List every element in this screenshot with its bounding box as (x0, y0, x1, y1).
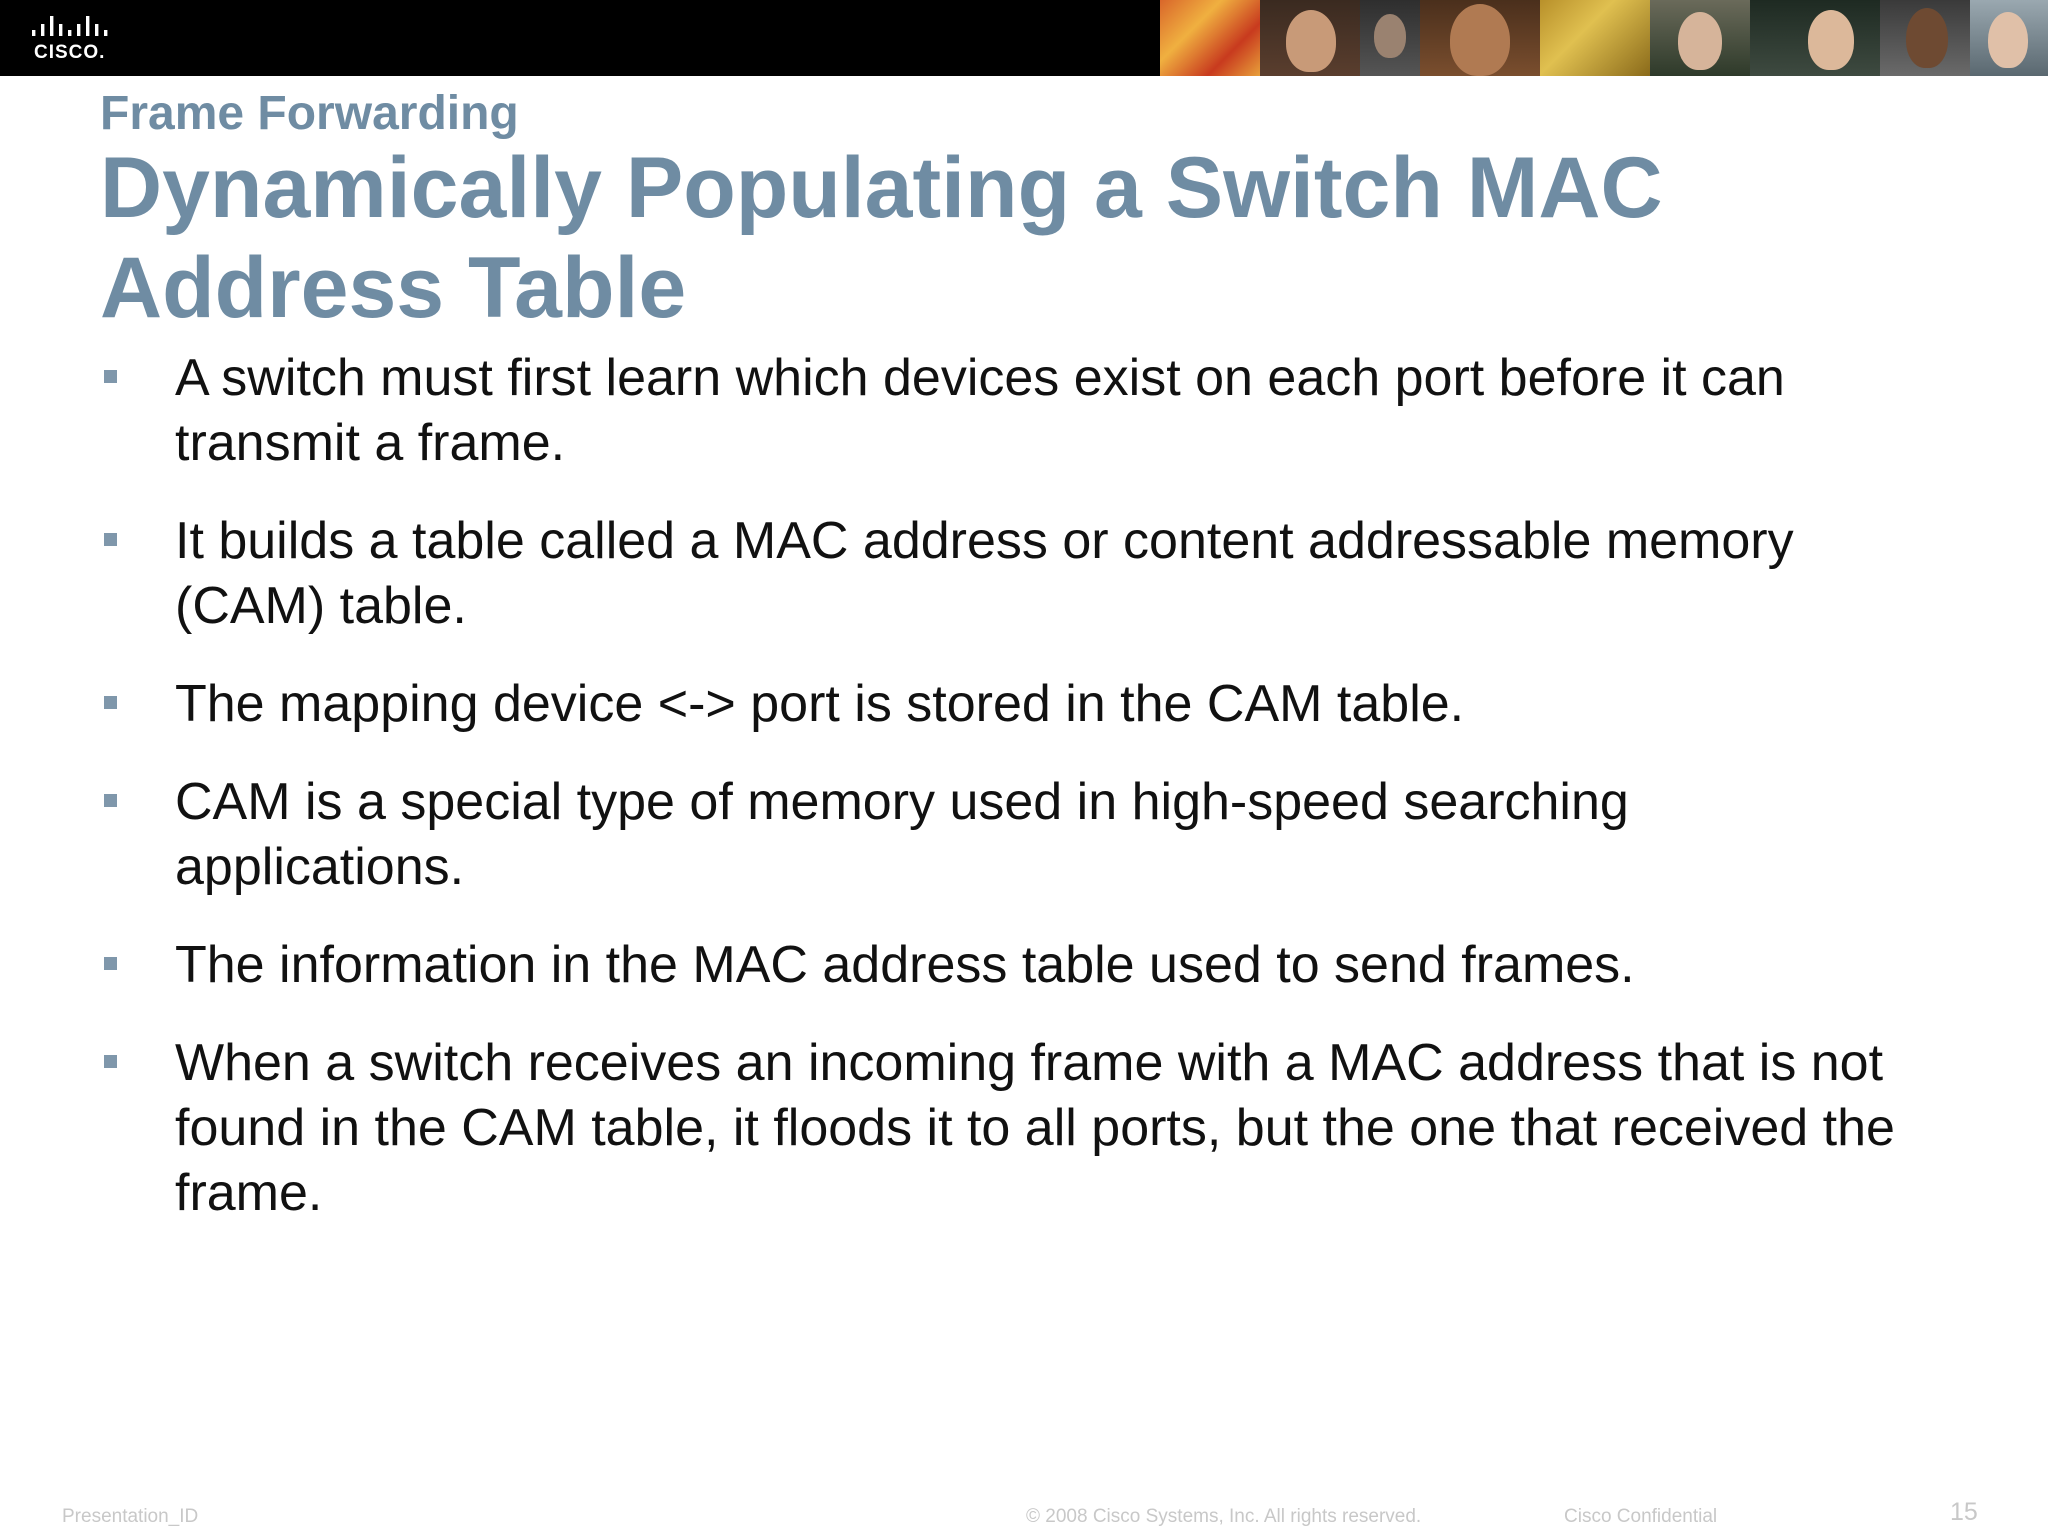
photo-tile-person (1970, 0, 2048, 76)
top-banner (0, 0, 2048, 76)
footer-copyright: © 2008 Cisco Systems, Inc. All rights reserved. (1026, 1506, 1422, 1527)
bullet-text: A switch must first learn which devices exist on each port before it can transmit a frame. (175, 349, 1785, 472)
bullet-list (100, 346, 1930, 1259)
footer-presentation-id: Presentation_ID (62, 1506, 199, 1527)
bullet-item (100, 346, 1930, 476)
page-number: 15 (1950, 1498, 1978, 1526)
square-bullet-icon (104, 794, 117, 807)
bullet-item (100, 933, 1930, 998)
square-bullet-icon (104, 696, 117, 709)
photo-tile-abstract (1540, 0, 1650, 76)
photo-tile-person (1650, 0, 1750, 76)
square-bullet-icon (104, 370, 117, 383)
photo-tile-person (1360, 0, 1420, 76)
cisco-bridge-icon (32, 16, 116, 40)
slide-subtitle: Frame Forwarding (100, 87, 519, 140)
cisco-wordmark: CISCO. (34, 42, 106, 63)
bullet-text: When a switch receives an incoming frame with a MAC address that is not found in the CAM table, it floods it to all ports, but the one that received the frame. (175, 1034, 1895, 1222)
header-photo-strip (1160, 0, 2048, 76)
bullet-item (100, 672, 1930, 737)
photo-tile-abstract (1160, 0, 1260, 76)
square-bullet-icon (104, 957, 117, 970)
square-bullet-icon (104, 533, 117, 546)
photo-tile-person (1880, 0, 1970, 76)
cisco-logo (30, 16, 120, 62)
bullet-text: CAM is a special type of memory used in high-speed searching applications. (175, 773, 1629, 896)
photo-tile-person (1420, 0, 1540, 76)
photo-tile-person (1260, 0, 1360, 76)
square-bullet-icon (104, 1055, 117, 1068)
slide-title: Dynamically Populating a Switch MAC Address Table (100, 140, 1663, 336)
bullet-item (100, 509, 1930, 639)
bullet-text: It builds a table called a MAC address or content addressable memory (CAM) table. (175, 512, 1794, 635)
bullet-text: The mapping device <-> port is stored in the CAM table. (175, 675, 1465, 733)
bullet-item (100, 1031, 1930, 1226)
bullet-item (100, 770, 1930, 900)
bullet-text: The information in the MAC address table used to send frames. (175, 936, 1635, 994)
photo-tile-person (1750, 0, 1880, 76)
footer-confidential: Cisco Confidential (1564, 1506, 1718, 1527)
